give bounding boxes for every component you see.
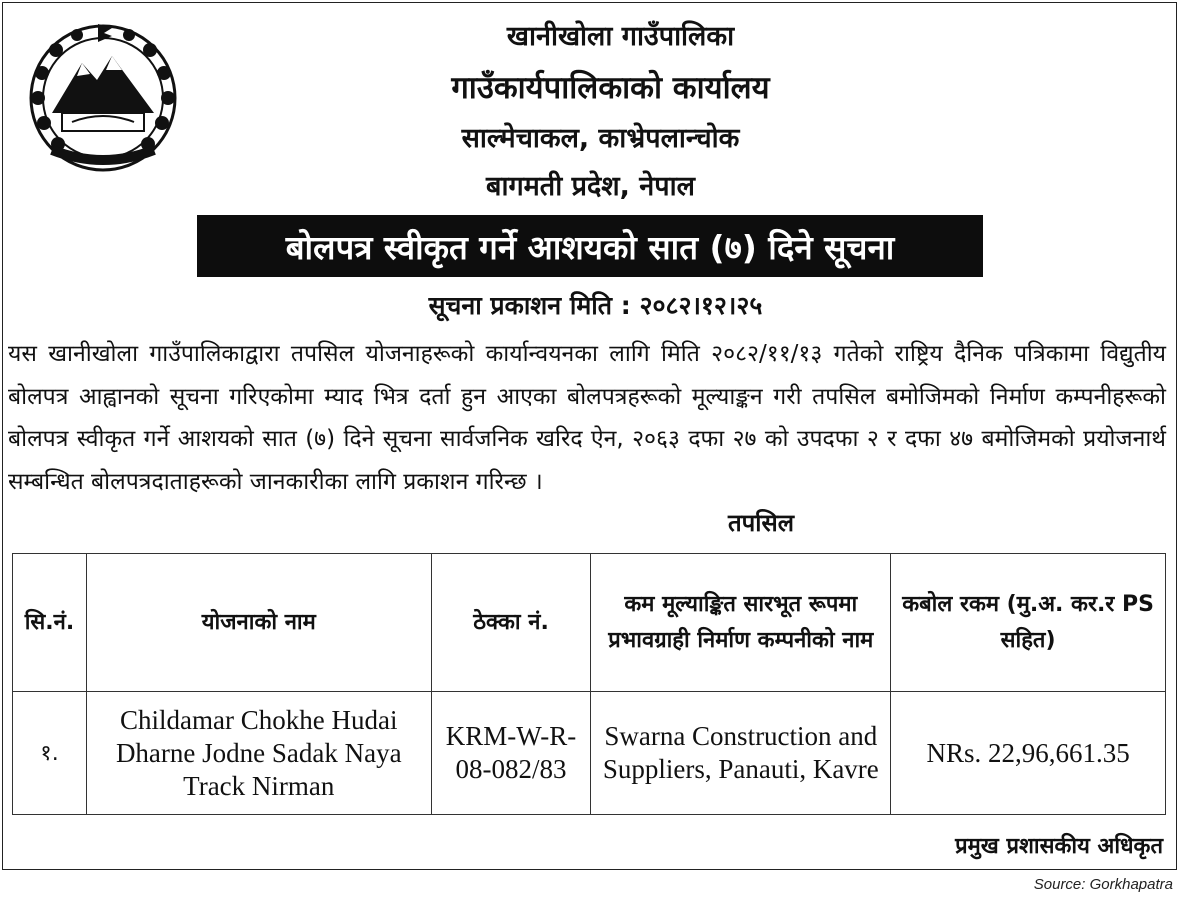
- cell-contract: KRM-W-R-08-082/83: [431, 692, 591, 815]
- bid-table: [12, 553, 1166, 815]
- office-name: गाउँकार्यपालिकाको कार्यालय: [451, 70, 770, 106]
- header-project: योजनाको नाम: [86, 554, 431, 692]
- source-credit: Source: Gorkhapatra: [1033, 876, 1173, 893]
- notice-body: यस खानीखोला गाउँपालिकाद्वारा तपसिल योजनाहरूको कार्यान्वयनका लागि मिति २०८२/११/१३ गतेको राष्ट्रिय दैनिक पत्रिकामा विद्युतीय बोलपत्र आह्वानको सूचना गरिएकोमा म्याद भित्र दर्ता हुन आएका बोलपत्रहरूको मूल्याङ्कन गरी तपसिल बमोजिमको निर्माण कम्पनीहरूको बोलपत्र स्वीकृत गर्ने आशयको सात (७) दिने सूचना सार्वजनिक खरिद ऐन, २०६३ दफा २७ को उपदफा २ र दफा ४७ बमोजिमको प्रयोजनार्थ सम्बन्धित बोलपत्रदाताहरूको जानकारीका लागि प्रकाशन गरिन्छ ।: [8, 341, 1166, 495]
- notice-title-banner: [197, 215, 983, 277]
- municipality-name: खानीखोला गाउँपालिका: [506, 21, 735, 52]
- header-amount: कबोल रकम (मु.अ. कर.र PS सहित): [891, 554, 1166, 692]
- cell-amount: NRs. 22,96,661.35: [891, 692, 1166, 815]
- cell-company: Swarna Construction and Suppliers, Panauti, Kavre: [591, 692, 891, 815]
- header-contract: ठेक्का नं.: [431, 554, 591, 692]
- schedule-heading: तपसिल: [728, 509, 795, 537]
- signatory: प्रमुख प्रशासकीय अधिकृत: [955, 834, 1163, 859]
- table-row: [13, 692, 1166, 815]
- office-location: साल्मेचाकल, काभ्रेपलान्चोक: [461, 123, 740, 154]
- notice-title: बोलपत्र स्वीकृत गर्ने आशयको सात (७) दिने सूचना: [285, 227, 895, 267]
- table-header-row: [13, 554, 1166, 692]
- publication-date: सूचना प्रकाशन मिति : २०८२।१२।२५: [428, 291, 763, 320]
- header-sn: सि.नं.: [13, 554, 87, 692]
- cell-sn: १.: [13, 692, 87, 815]
- province-country: बागमती प्रदेश, नेपाल: [486, 171, 695, 202]
- cell-project: Childamar Chokhe Hudai Dharne Jodne Sadak Naya Track Nirman: [86, 692, 431, 815]
- header-company: कम मूल्याङ्कित सारभूत रूपमा प्रभावग्राही निर्माण कम्पनीको नाम: [591, 554, 891, 692]
